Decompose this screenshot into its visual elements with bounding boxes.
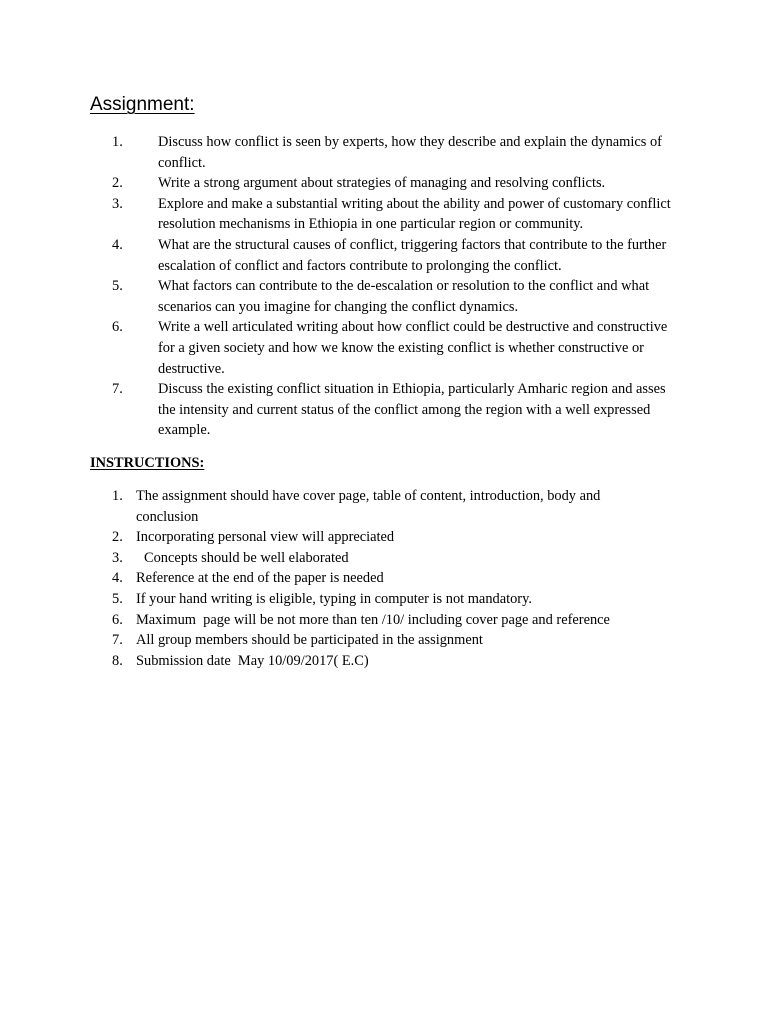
list-number: 6. (112, 319, 123, 336)
assignment-title: Assignment: (90, 94, 195, 115)
assignment-item-text: Discuss how conflict is seen by experts, how they describe and explain the dynamics of conflict. (158, 134, 662, 171)
list-number: 5. (112, 278, 123, 295)
instructions-list (0, 486, 768, 671)
instruction-item (0, 527, 636, 548)
instruction-item-text: Concepts should be well elaborated (144, 549, 349, 566)
list-number: 2. (112, 175, 123, 192)
list-number: 7. (112, 381, 123, 398)
instruction-item-text: Reference at the end of the paper is needed (136, 570, 384, 587)
instruction-item-text: Incorporating personal view will appreciated (136, 529, 395, 546)
instruction-item (0, 568, 636, 589)
assignment-list (0, 132, 768, 441)
assignment-item-text: What factors can contribute to the de-escalation or resolution to the conflict and what scenarios can you imagine for changing the conflict dynamics. (158, 278, 650, 315)
list-number: 4. (112, 236, 123, 253)
instruction-item-text: Submission date May 10/09/2017( E.C) (136, 652, 369, 669)
instruction-item-text: If your hand writing is eligible, typing in computer is not mandatory. (136, 590, 532, 607)
list-number: 1. (112, 488, 123, 504)
instruction-item (0, 486, 636, 527)
assignment-item-text: Write a strong argument about strategies of managing and resolving conflicts. (158, 175, 606, 192)
list-number: 3. (112, 195, 123, 212)
instruction-item (0, 651, 636, 672)
instructions-heading: INSTRUCTIONS: (90, 455, 205, 471)
assignment-item (0, 173, 678, 194)
list-number: 4. (112, 570, 123, 587)
assignment-item-text: What are the structural causes of conflict, triggering factors that contribute to the further escalation of conflict and factors contribute to prolonging the conflict. (158, 236, 667, 274)
assignment-item (0, 276, 678, 317)
instruction-item-text: All group members should be participated in the assignment (136, 632, 483, 649)
instruction-item (0, 589, 636, 610)
list-number: 2. (112, 529, 123, 546)
instruction-item (0, 548, 636, 569)
list-number: 7. (112, 632, 123, 649)
assignment-item (0, 132, 678, 173)
list-number: 1. (112, 134, 123, 150)
assignment-item-text: Write a well articulated writing about how conflict could be destructive and constructive for a given society and how we know the existing conflict is whether constructive or destructive. (158, 319, 668, 377)
assignment-item (0, 194, 678, 235)
instruction-item-text: Maximum page will be not more than ten /10/ including cover page and reference (136, 611, 610, 628)
instruction-item-text: The assignment should have cover page, table of content, introduction, body and conclusion (136, 488, 601, 525)
assignment-item-text: Explore and make a substantial writing about the ability and power of customary conflict resolution mechanisms in Ethiopia in one particular region or community. (158, 195, 671, 233)
list-number: 5. (112, 590, 123, 607)
assignment-item (0, 379, 678, 441)
assignment-item-text: Discuss the existing conflict situation in Ethiopia, particularly Amharic region and asses the intensity and current status of the conflict among the region with a well expressed example. (158, 381, 666, 439)
assignment-item (0, 317, 678, 379)
assignment-item (0, 235, 678, 276)
list-number: 3. (112, 549, 123, 566)
list-number: 6. (112, 611, 123, 628)
list-number: 8. (112, 652, 123, 669)
instruction-item (0, 630, 636, 651)
instruction-item (0, 610, 636, 631)
